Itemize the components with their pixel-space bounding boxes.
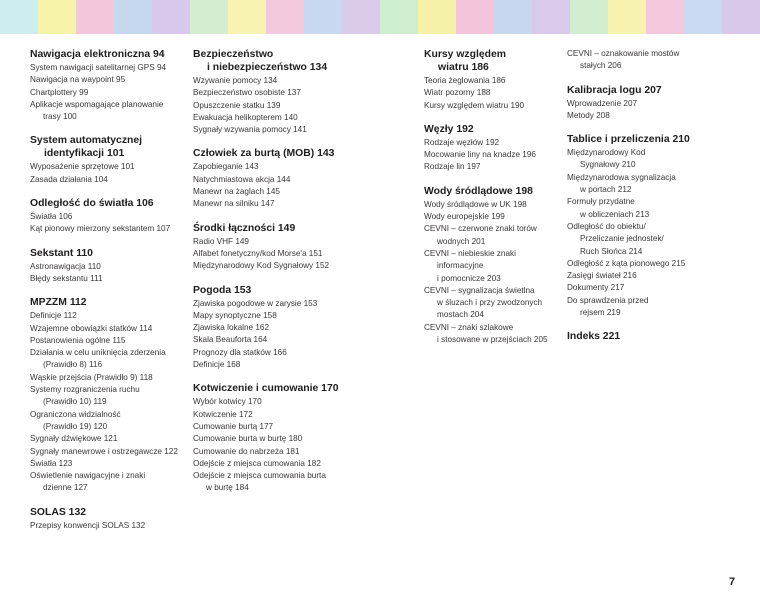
toc-entry-line: w portach 212 [580, 185, 632, 195]
toc-entry-line: Cumowanie burtą 177 [193, 421, 274, 431]
toc-entry-line: i stosowane w przejściach 205 [437, 335, 548, 345]
toc-entry[interactable] [30, 384, 198, 409]
toc-entry-line: i pomocnicze 203 [437, 273, 501, 283]
toc-entry-line: (Prawidło 10) 119 [43, 397, 107, 407]
toc-entry-line: Światła 123 [30, 458, 73, 468]
toc-entry-line: dzienne 127 [43, 483, 88, 493]
toc-entry-line: Międzynarodowy Kod Sygnałowy 152 [193, 261, 330, 271]
toc-entry-line: Mocowanie liny na knadze 196 [424, 150, 536, 160]
stripe [38, 0, 76, 34]
toc-entry-line: Zjawiska lokalne 162 [193, 323, 270, 333]
stripe [304, 0, 342, 34]
toc-entry-line: (Prawidło 19) 120 [43, 421, 108, 431]
toc-entry-line: Mapy synoptyczne 158 [193, 310, 277, 320]
section-heading[interactable] [424, 48, 564, 74]
toc-entry-line: Kotwiczenie 172 [193, 409, 253, 419]
toc-entry[interactable] [193, 470, 373, 495]
toc-entry[interactable] [30, 211, 198, 223]
toc-column-1 [30, 48, 198, 543]
toc-entry[interactable] [30, 470, 198, 495]
toc-entry-line: Cumowanie burta w burtę 180 [193, 434, 303, 444]
section-heading-line: Pogoda 153 [193, 284, 252, 296]
toc-entry-line: w śluzach i przy zwodzonych [437, 298, 543, 308]
section-heading-line: Odległość do światła 106 [30, 198, 154, 210]
section-heading-line: Człowiek za burtą (MOB) 143 [193, 148, 335, 160]
toc-entry-line: Odległość do obiektu/ [567, 221, 646, 231]
toc-entry-line: Postanowienia ogólne 115 [30, 335, 126, 345]
toc-section [424, 185, 564, 347]
toc-entry-line: w obliczeniach 213 [580, 209, 650, 219]
stripe [532, 0, 570, 34]
toc-entry[interactable] [193, 198, 373, 210]
toc-entry[interactable] [30, 223, 198, 235]
toc-entry-line: Sygnały wzywania pomocy 141 [193, 125, 307, 135]
toc-entry-line: Zasada działania 104 [30, 174, 108, 184]
toc-entry-line: Formuły przydatne [567, 197, 635, 207]
toc-entry-line: Odległość z kąta pionowego 215 [567, 258, 686, 268]
toc-entry[interactable] [424, 211, 564, 223]
toc-entry[interactable] [30, 335, 198, 347]
toc-entry[interactable] [424, 75, 564, 87]
toc-entry-line: Ruch Słońca 214 [580, 246, 643, 256]
toc-entry-line: rejsem 219 [580, 308, 621, 318]
stripe [608, 0, 646, 34]
toc-entry[interactable] [567, 258, 737, 270]
toc-entry-line: (Prawidło 8) 116 [43, 360, 103, 370]
stripe [152, 0, 190, 34]
toc-entry[interactable] [424, 285, 564, 322]
toc-entry-line: Wzajemne obowiązki statków 114 [30, 323, 153, 333]
stripe [418, 0, 456, 34]
toc-entry-line: Wody europejskie 199 [424, 212, 505, 222]
toc-entry-line: mostach 204 [437, 310, 484, 320]
toc-entry[interactable] [30, 261, 198, 273]
section-heading[interactable] [567, 330, 737, 343]
toc-entry-line: Systemy rozgraniczenia ruchu [30, 385, 140, 395]
toc-entry-line: System nawigacji satelitarnej GPS 94 [30, 63, 167, 72]
section-heading-line: Wody śródlądowe 198 [424, 185, 533, 197]
toc-entry[interactable] [567, 172, 737, 197]
section-heading[interactable] [424, 123, 564, 136]
toc-entry[interactable] [30, 99, 198, 124]
toc-entry[interactable] [30, 372, 198, 384]
section-heading[interactable] [30, 48, 198, 61]
section-heading[interactable] [30, 134, 198, 160]
stripe [114, 0, 152, 34]
section-heading[interactable] [424, 185, 564, 198]
toc-entry-line: Prognozy dla statków 166 [193, 347, 287, 357]
toc-entry-line: Aplikacje wspomagające planowanie [30, 99, 164, 109]
section-heading[interactable] [193, 284, 373, 297]
toc-section [30, 296, 198, 494]
section-heading[interactable] [567, 84, 737, 97]
toc-entry-line: Ograniczona widzialność [30, 409, 121, 419]
toc-entry[interactable] [567, 48, 737, 73]
section-heading-line: MPZZM 112 [30, 297, 87, 309]
section-heading[interactable] [193, 147, 373, 160]
toc-entry-line: Oświetlenie nawigacyjne i znaki [30, 471, 146, 481]
section-heading-line: Sekstant 110 [30, 247, 93, 259]
toc-entry[interactable] [567, 282, 737, 294]
toc-entry-line: Odejście z miejsca cumowania burta [193, 471, 326, 481]
toc-entry[interactable] [567, 295, 737, 320]
toc-entry-line: Do sprawdzenia przed [567, 295, 649, 305]
toc-entry-line: Działania w celu uniknięcia zderzenia [30, 348, 166, 358]
section-heading[interactable] [567, 133, 737, 146]
toc-entry-line: Międzynarodowy Kod [567, 148, 646, 158]
toc-entry[interactable] [193, 446, 373, 458]
toc-entry-line: Wzywanie pomocy 134 [193, 76, 278, 85]
stripe [456, 0, 494, 34]
toc-entry[interactable] [30, 310, 198, 322]
toc-entry[interactable] [424, 223, 564, 248]
section-heading-line: SOLAS 132 [30, 506, 87, 518]
toc-entry[interactable] [193, 334, 373, 346]
toc-entry-line: CEVNI – znaki szlakowe [424, 322, 514, 332]
section-heading[interactable] [30, 296, 198, 309]
toc-entry-line: Zasięgi świateł 216 [567, 271, 637, 281]
toc-entry[interactable] [424, 199, 564, 211]
toc-entry-line: Cumowanie do nabrzeża 181 [193, 446, 300, 456]
toc-column-4 [567, 48, 737, 354]
toc-entry-line: Definicje 112 [30, 311, 77, 321]
toc-entry[interactable] [424, 149, 564, 161]
section-heading[interactable] [193, 222, 373, 235]
toc-entry[interactable] [193, 322, 373, 334]
toc-section [30, 48, 198, 123]
toc-entry[interactable] [193, 236, 373, 248]
toc-entry-line: Dokumenty 217 [567, 283, 625, 293]
toc-section [567, 330, 737, 343]
toc-entry-line: Bezpieczeństwo osobiste 137 [193, 88, 301, 98]
toc-entry-line: Ewakuacja helikopterem 140 [193, 112, 298, 122]
toc-entry[interactable] [30, 273, 198, 285]
toc-entry[interactable] [30, 62, 198, 74]
toc-entry[interactable] [30, 409, 198, 434]
section-heading-line: i niebezpieczeństwo 134 [207, 62, 328, 73]
toc-entry[interactable] [30, 433, 198, 445]
toc-entry[interactable] [30, 446, 198, 458]
section-heading-line: wiatru 186 [438, 62, 489, 73]
toc-entry-line: Wąskie przejścia (Prawidło 9) 118 [30, 372, 153, 382]
stripe [190, 0, 228, 34]
section-heading[interactable] [193, 382, 373, 395]
toc-entry-line: Teoria żeglowania 186 [424, 76, 506, 85]
toc-entry-line: trasy 100 [43, 112, 77, 122]
toc-section [30, 506, 198, 532]
stripe [342, 0, 380, 34]
toc-entry[interactable] [193, 75, 373, 87]
toc-section [424, 48, 564, 112]
section-heading-line: identyfikacji 101 [44, 148, 125, 160]
stripe [266, 0, 304, 34]
toc-entry[interactable] [193, 87, 373, 99]
toc-entry[interactable] [193, 186, 373, 198]
toc-entry-line: CEVNI – sygnalizacja świetlna [424, 285, 535, 295]
toc-entry[interactable] [567, 147, 737, 172]
stripe [76, 0, 114, 34]
toc-column-2 [193, 48, 373, 506]
toc-section [193, 48, 373, 136]
stripe [722, 0, 760, 34]
section-heading[interactable] [30, 506, 198, 519]
toc-entry-line: Kursy względem wiatru 190 [424, 100, 525, 110]
toc-entry[interactable] [424, 248, 564, 285]
toc-section [567, 48, 737, 73]
toc-entry[interactable] [193, 421, 373, 433]
toc-entry-line: Wody śródlądowe w UK 198 [424, 199, 527, 209]
section-heading-line: Nawigacja elektroniczna 94 [30, 49, 165, 60]
section-heading-line: Bezpieczeństwo [193, 49, 274, 60]
toc-section [30, 247, 198, 286]
toc-entry[interactable] [30, 347, 198, 372]
toc-entry[interactable] [193, 161, 373, 173]
toc-entry-line: Manewr na silniku 147 [193, 199, 275, 209]
toc-entry[interactable] [30, 74, 198, 86]
toc-entry[interactable] [424, 100, 564, 112]
stripe [494, 0, 532, 34]
toc-entry[interactable] [193, 458, 373, 470]
toc-entry[interactable] [193, 100, 373, 112]
toc-entry-line: Wprowadzenie 207 [567, 98, 638, 108]
section-heading-line: System automatycznej [30, 135, 143, 147]
toc-entry[interactable] [567, 110, 737, 122]
section-heading-line: Węzły 192 [424, 123, 474, 135]
toc-section [424, 123, 564, 174]
toc-entry-line: Alfabet fonetyczny/kod Morse'a 151 [193, 248, 323, 258]
stripe [646, 0, 684, 34]
toc-section [193, 222, 373, 273]
toc-entry-line: CEVNI – czerwone znaki torów [424, 224, 537, 234]
toc-entry-line: Międzynarodowa sygnalizacja [567, 172, 676, 182]
toc-entry[interactable] [30, 174, 198, 186]
toc-entry-line: Zjawiska pogodowe w zarysie 153 [193, 298, 318, 308]
toc-section [567, 84, 737, 123]
toc-entry-line: Przeliczanie jednostek/ [580, 234, 664, 244]
toc-entry[interactable] [30, 520, 198, 532]
section-heading-line: Kotwiczenie i cumowanie 170 [193, 383, 339, 395]
toc-entry-line: w burtę 184 [206, 483, 249, 493]
toc-entry[interactable] [30, 87, 198, 99]
toc-entry[interactable] [567, 196, 737, 221]
toc-entry[interactable] [193, 310, 373, 322]
toc-entry-line: Odejście z miejsca cumowania 182 [193, 458, 321, 468]
toc-entry-line: stałych 206 [580, 61, 622, 71]
toc-entry[interactable] [30, 161, 198, 173]
toc-entry-line: Metody 208 [567, 110, 610, 120]
toc-entry-line: Chartplottery 99 [30, 87, 89, 97]
toc-section [567, 133, 737, 319]
stripe [228, 0, 266, 34]
section-heading[interactable] [193, 48, 373, 74]
stripe [684, 0, 722, 34]
section-heading-line: Tablice i przeliczenia 210 [567, 134, 690, 146]
toc-section [193, 147, 373, 210]
toc-entry[interactable] [424, 87, 564, 99]
toc-entry[interactable] [424, 137, 564, 149]
toc-entry-line: Przepisy konwencji SOLAS 132 [30, 520, 146, 530]
toc-entry[interactable] [30, 323, 198, 335]
section-heading-line: Kalibracja logu 207 [567, 84, 662, 96]
toc-entry[interactable] [193, 248, 373, 260]
toc-entry[interactable] [424, 161, 564, 173]
toc-entry-line: Rodzaje lin 197 [424, 162, 481, 172]
toc-entry-line: Sygnałowy 210 [580, 160, 636, 170]
toc-section [30, 197, 198, 236]
toc-section [193, 284, 373, 372]
toc-entry-line: Nawigacja na waypoint 95 [30, 75, 126, 85]
toc-entry-line: Sygnały dźwiękowe 121 [30, 434, 118, 444]
toc-entry-line: Zapobieganie 143 [193, 162, 259, 172]
toc-entry-line: Manewr na żaglach 145 [193, 187, 280, 197]
decorative-stripes [0, 0, 760, 34]
toc-entry-line: Skala Beauforta 164 [193, 335, 268, 345]
section-heading[interactable] [30, 197, 198, 210]
toc-entry[interactable] [193, 174, 373, 186]
toc-section [193, 382, 373, 494]
toc-entry-line: Błędy sekstantu 111 [30, 273, 103, 283]
toc-column-3 [424, 48, 564, 357]
toc-entry[interactable] [193, 409, 373, 421]
toc-entry-line: Definicje 168 [193, 360, 241, 370]
toc-entry[interactable] [30, 458, 198, 470]
toc-entry[interactable] [193, 298, 373, 310]
toc-entry[interactable] [567, 270, 737, 282]
toc-entry-line: wodnych 201 [437, 236, 486, 246]
toc-entry[interactable] [567, 98, 737, 110]
toc-entry[interactable] [567, 221, 737, 258]
toc-section [30, 134, 198, 186]
stripe [0, 0, 38, 34]
toc-entry[interactable] [193, 260, 373, 272]
toc-entry-line: Astronawigacja 110 [30, 261, 101, 271]
toc-entry[interactable] [193, 124, 373, 136]
toc-entry-line: CEVNI – oznakowanie mostów [567, 49, 680, 58]
toc-entry[interactable] [193, 359, 373, 371]
toc-entry-line: Rodzaje węzłów 192 [424, 137, 500, 147]
toc-entry-line: Sygnały manewrowe i ostrzegawcze 122 [30, 446, 178, 456]
page-number: 7 [729, 576, 736, 588]
toc-entry[interactable] [193, 347, 373, 359]
toc-entry[interactable] [193, 396, 373, 408]
section-heading-line: Indeks 221 [567, 331, 621, 343]
toc-entry-line: CEVNI – niebieskie znaki [424, 248, 516, 258]
toc-entry-line: Kąt pionowy mierzony sekstantem 107 [30, 224, 171, 234]
toc-entry-line: Natychmiastowa akcja 144 [193, 174, 291, 184]
section-heading[interactable] [30, 247, 198, 260]
toc-entry[interactable] [193, 112, 373, 124]
toc-entry-line: Opuszczenie statku 139 [193, 100, 281, 110]
section-heading-line: Kursy względem [424, 49, 506, 60]
toc-entry[interactable] [193, 433, 373, 445]
section-heading-line: Środki łączności 149 [193, 222, 296, 234]
stripe [570, 0, 608, 34]
toc-entry-line: Wiatr pozorny 188 [424, 88, 491, 98]
toc-entry-line: Radio VHF 149 [193, 236, 249, 246]
toc-entry-line: Światła 106 [30, 212, 73, 222]
toc-entry-line: informacyjne [437, 261, 484, 271]
toc-entry-line: Wybór kotwicy 170 [193, 397, 262, 407]
toc-entry-line: Wyposażenie sprzętowe 101 [30, 162, 135, 172]
toc-entry[interactable] [424, 322, 564, 347]
stripe [380, 0, 418, 34]
